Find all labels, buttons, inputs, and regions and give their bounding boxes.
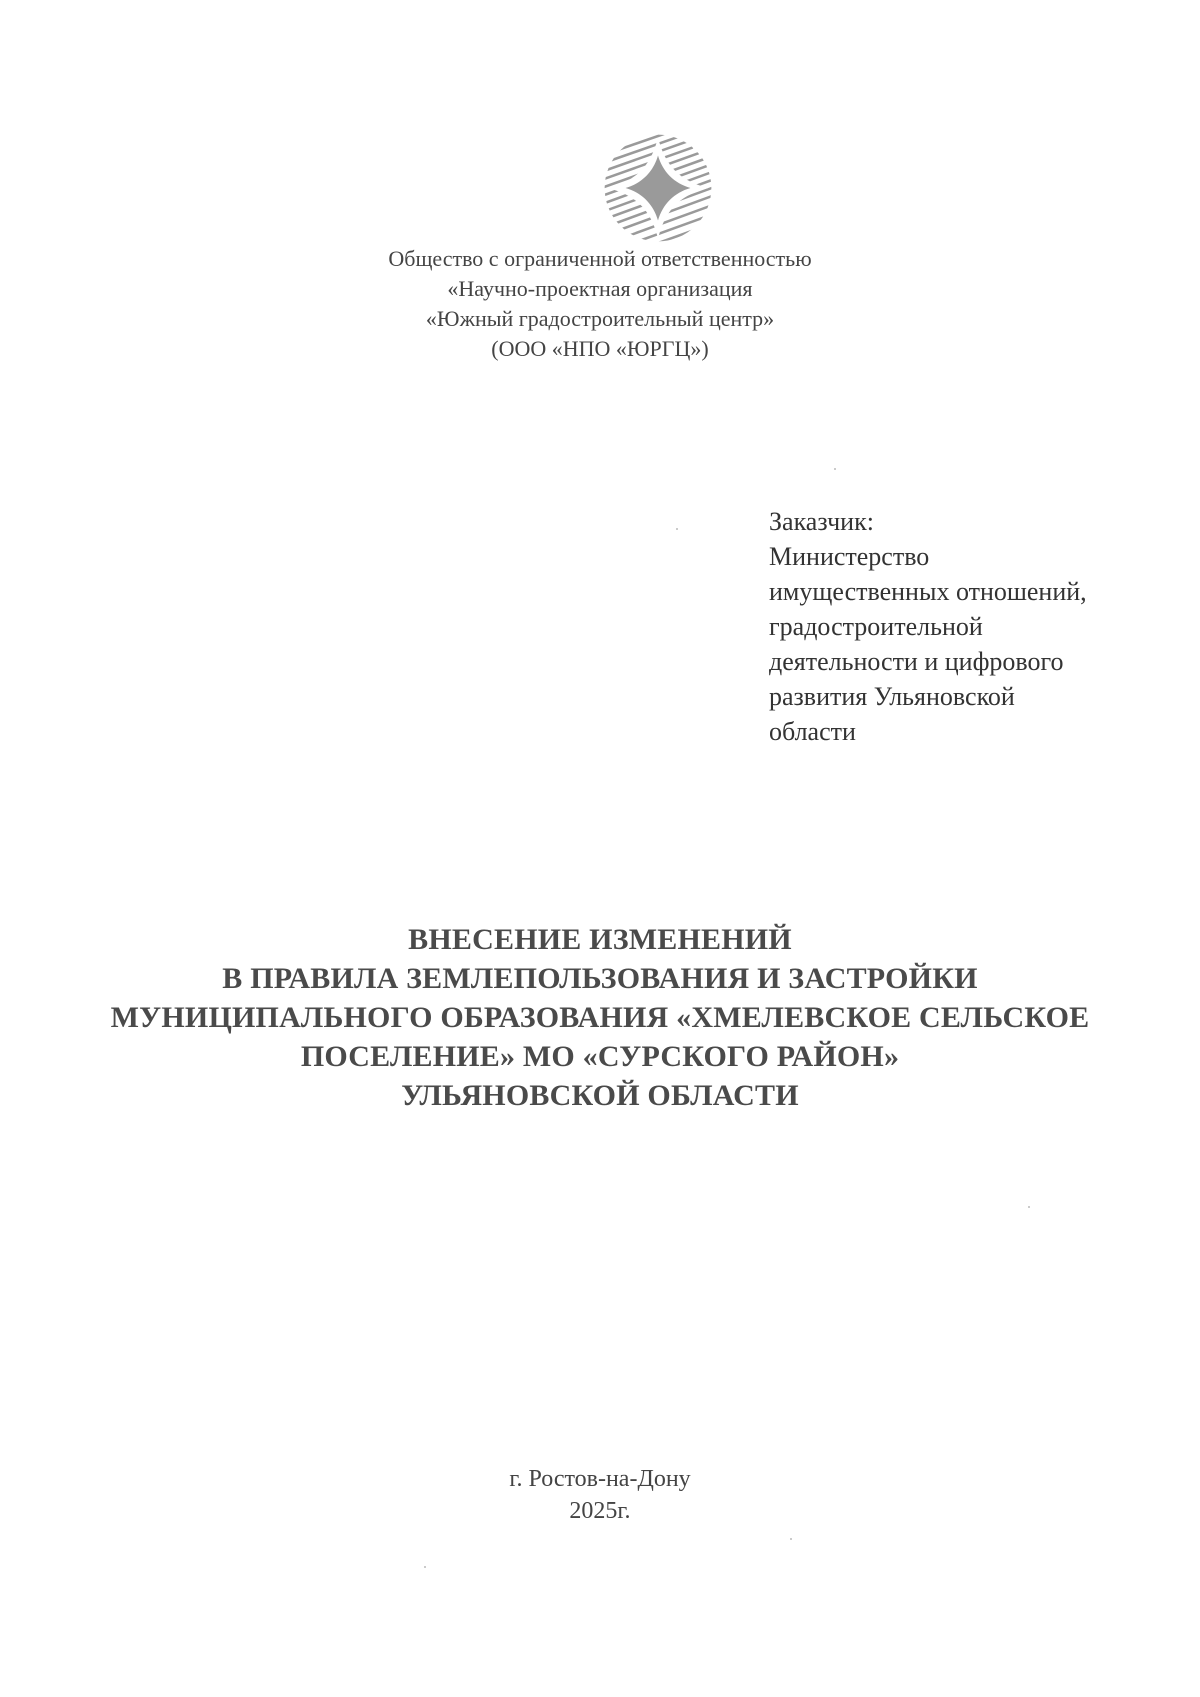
organization-name-block	[0, 244, 1200, 364]
organization-line: (ООО «НПО «ЮРГЦ»)	[491, 336, 709, 361]
customer-line: градостроительной	[769, 612, 983, 641]
footer-city: г. Ростов-на-Дону	[509, 1466, 691, 1492]
customer-block	[769, 504, 1149, 749]
customer-line: Министерство	[769, 542, 930, 571]
footer-year: 2025г.	[569, 1498, 631, 1524]
organization-line: Общество с ограниченной ответственностью	[388, 246, 812, 271]
customer-line: деятельности и цифрового	[769, 647, 1064, 676]
scan-speck	[424, 1566, 426, 1568]
scan-speck	[1028, 1206, 1030, 1208]
title-line: МУНИЦИПАЛЬНОГО ОБРАЗОВАНИЯ «ХМЕЛЕВСКОЕ СЕЛЬСКОЕ	[110, 1001, 1090, 1034]
scan-speck	[676, 528, 678, 530]
document-title	[0, 920, 1200, 1115]
customer-label: Заказчик:	[769, 507, 874, 536]
title-line: ВНЕСЕНИЕ ИЗМЕНЕНИЙ	[408, 923, 792, 956]
title-line: ПОСЕЛЕНИЕ» МО «СУРСКОГО РАЙОН»	[300, 1040, 900, 1073]
customer-line: имущественных отношений,	[769, 577, 1087, 606]
company-emblem-icon	[600, 130, 716, 246]
title-line: УЛЬЯНОВСКОЙ ОБЛАСТИ	[401, 1079, 799, 1112]
customer-line: развития Ульяновской	[769, 682, 1015, 711]
footer-block	[0, 1463, 1200, 1527]
title-line: В ПРАВИЛА ЗЕМЛЕПОЛЬЗОВАНИЯ И ЗАСТРОЙКИ	[222, 962, 978, 995]
customer-line: области	[769, 717, 856, 746]
organization-line: «Научно-проектная организация	[447, 276, 753, 301]
organization-line: «Южный градостроительный центр»	[425, 306, 775, 331]
scan-speck	[790, 1538, 792, 1540]
scan-speck	[834, 468, 836, 470]
